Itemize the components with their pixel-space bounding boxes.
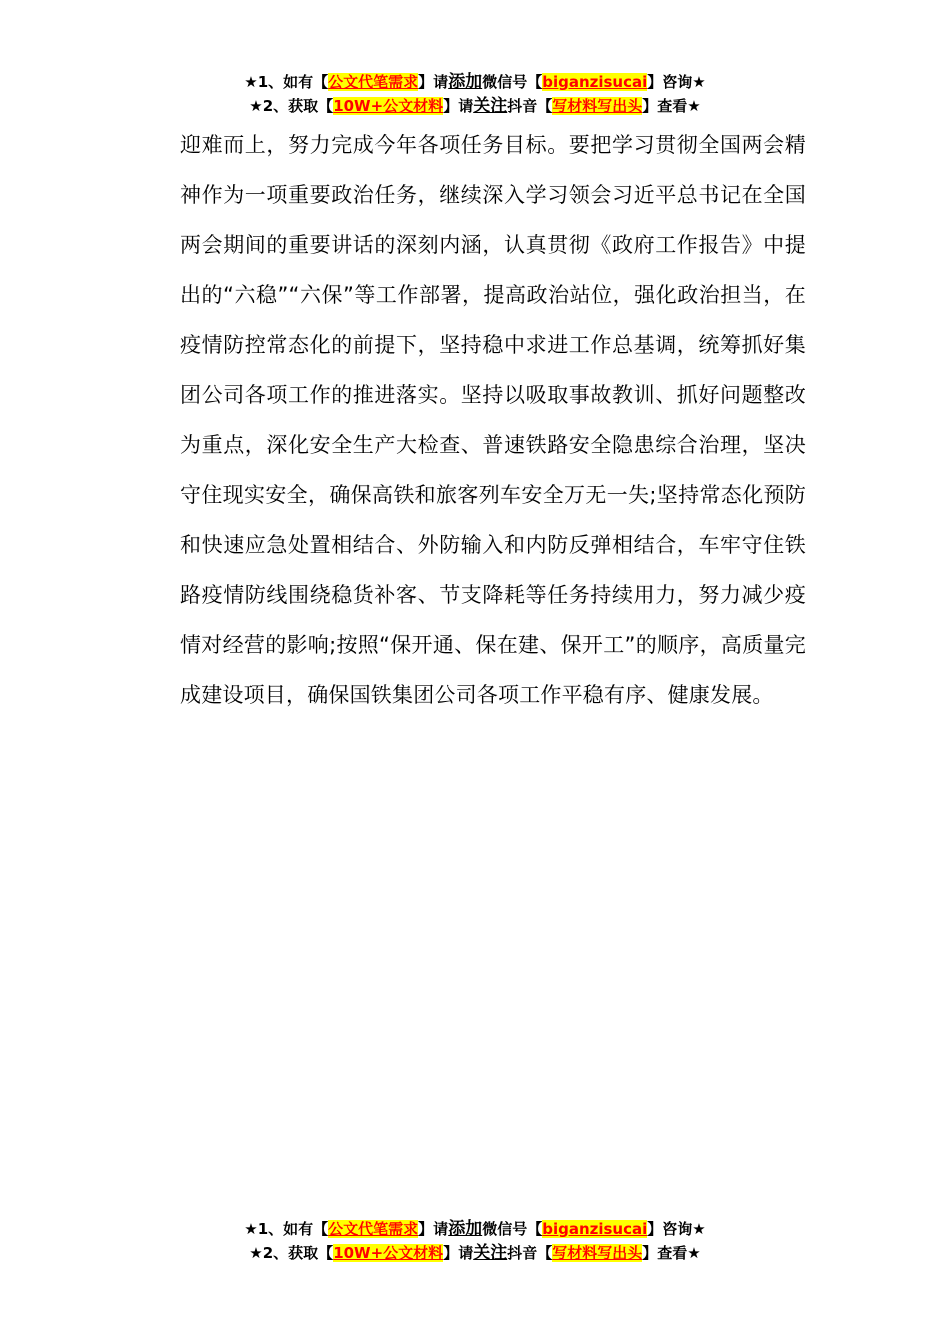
banner-text: ★1、如有【 — [244, 73, 329, 91]
banner-text: 抖音【 — [507, 1244, 553, 1262]
emphasis-text: 添加 — [448, 1219, 483, 1239]
emphasis-text: 添加 — [448, 72, 483, 92]
banner-text: 微信号【 — [482, 1220, 543, 1238]
highlight-service: 公文代笔需求 — [328, 1220, 419, 1238]
highlight-wechat-id: biganzisucai — [542, 1220, 648, 1238]
banner-text: 】咨询★ — [647, 1220, 706, 1238]
banner-text: 抖音【 — [507, 97, 553, 115]
header-banner — [0, 70, 950, 118]
banner-line-1 — [0, 70, 950, 94]
banner-line-2 — [0, 1241, 950, 1265]
banner-text: 】查看★ — [642, 97, 701, 115]
highlight-douyin-account: 写材料写出头 — [552, 1244, 643, 1262]
banner-text: 微信号【 — [482, 73, 543, 91]
highlight-douyin-account: 写材料写出头 — [552, 97, 643, 115]
banner-text: 】请 — [443, 97, 474, 115]
highlight-materials: 10W+公文材料 — [333, 97, 444, 115]
highlight-materials: 10W+公文材料 — [333, 1244, 444, 1262]
banner-text: 】请 — [418, 73, 449, 91]
banner-text: 】查看★ — [642, 1244, 701, 1262]
banner-text: 】请 — [443, 1244, 474, 1262]
banner-text: 】咨询★ — [647, 73, 706, 91]
banner-text: 】请 — [418, 1220, 449, 1238]
banner-line-1 — [0, 1217, 950, 1241]
banner-line-2 — [0, 94, 950, 118]
emphasis-text: 关注 — [473, 1243, 508, 1263]
highlight-service: 公文代笔需求 — [328, 73, 419, 91]
highlight-wechat-id: biganzisucai — [542, 73, 648, 91]
banner-text: ★1、如有【 — [244, 1220, 329, 1238]
emphasis-text: 关注 — [473, 96, 508, 116]
footer-banner — [0, 1217, 950, 1265]
banner-text: ★2、获取【 — [249, 97, 334, 115]
banner-text: ★2、获取【 — [249, 1244, 334, 1262]
document-paragraph: 迎难而上，努力完成今年各项任务目标。要把学习贯彻全国两会精神作为一项重要政治任务，继续深入学习领会习近平总书记在全国两会期间的重要讲话的深刻内涵，认真贯彻《政府工作报告》中提出的“六稳”“六保”等工作部署，提高政治站位，强化政治担当，在疫情防控常态化的前提下，坚持稳中求进工作总基调，统筹抓好集团公司各项工作的推进落实。坚持以吸取事故教训、抓好问题整改为重点，深化安全生产大检查、普速铁路安全隐患综合治理，坚决守住现实安全，确保高铁和旅客列车安全万无一失;坚持常态化预防和快速应急处置相结合、外防输入和内防反弹相结合，车牢守住铁路疫情防线围绕稳货补客、节支降耗等任务持续用力，努力减少疫情对经营的影响;按照“保开通、保在建、保开工”的顺序，高质量完成建设项目，确保国铁集团公司各项工作平稳有序、健康发展。 — [180, 133, 806, 707]
